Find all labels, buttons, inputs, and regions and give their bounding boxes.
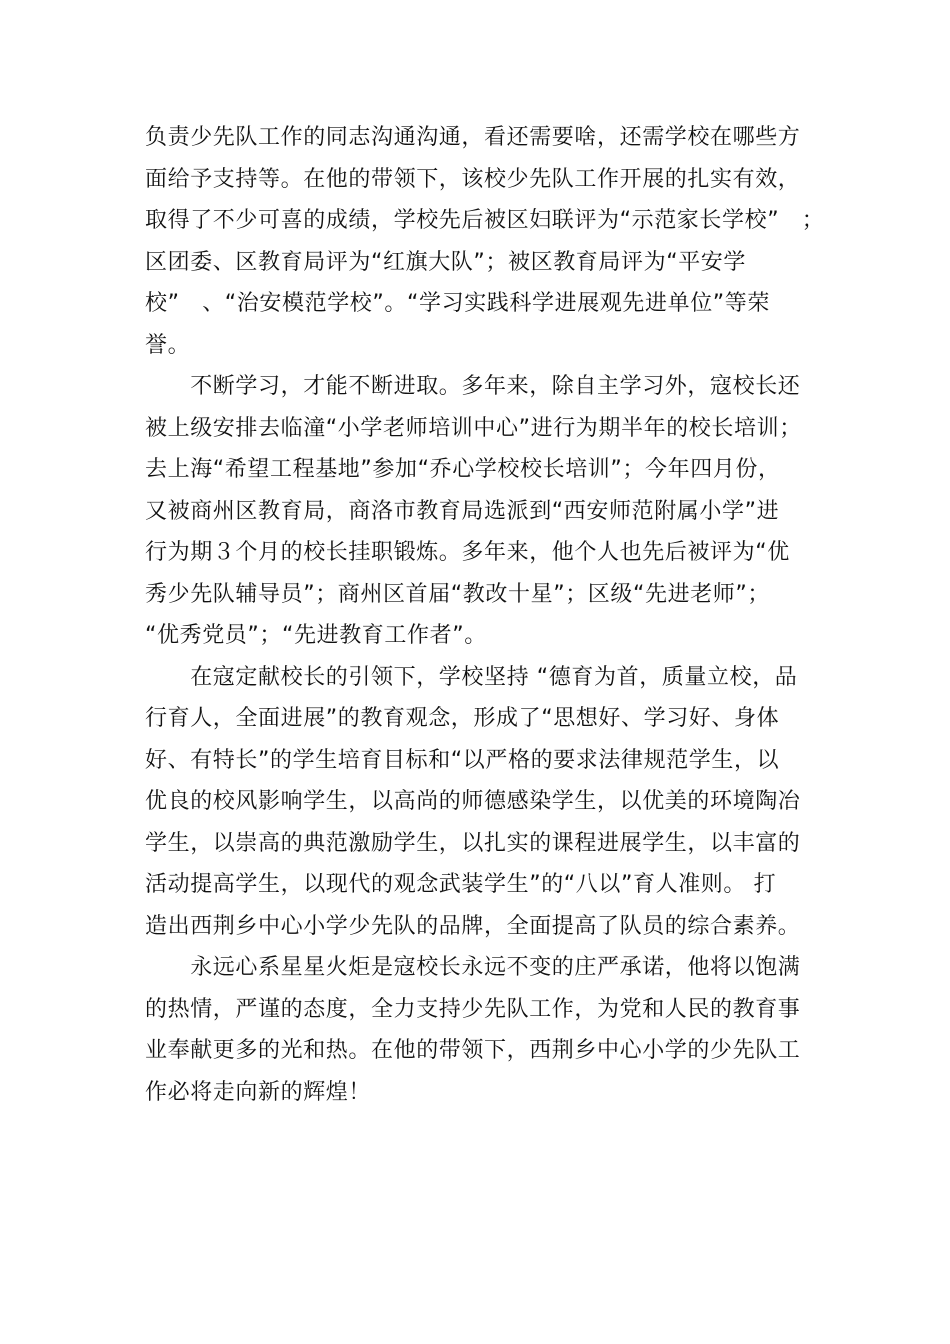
text-line-11: 行为期３个月的校长挂职锻炼。多年来，他个人也先后被评为“优 [145, 540, 790, 565]
text-line-13: “优秀党员”；“先进教育工作者”。 [145, 623, 487, 648]
text-line-23: 业奉献更多的光和热。在他的带领下，西荆乡中心小学的少先队工 [145, 1038, 801, 1063]
text-line-5: 校” 、“治安模范学校”。“学习实践科学进展观先进单位”等荣 [145, 291, 770, 316]
text-line-16: 好、有特长”的学生培育目标和“以严格的要求法律规范学生，以 [145, 747, 780, 773]
text-line-10: 又被商州区教育局，商洛市教育局选派到“西安师范附属小学”进 [145, 498, 780, 524]
text-line-14: 在寇定献校长的引领下，学校坚持 “德育为首，质量立校，品 [145, 664, 798, 690]
text-line-12: 秀少先队辅导员”；商州区首届“教改十星”；区级“先进老师”； [145, 581, 770, 607]
text-line-20: 造出西荆乡中心小学少先队的品牌，全面提高了队员的综合素养。 [145, 913, 801, 939]
text-line-1: 负责少先队工作的同志沟通沟通，看还需要啥，还需学校在哪些方 [145, 125, 801, 150]
text-line-18: 学生，以崇高的典范激励学生，以扎实的课程进展学生，以丰富的 [145, 830, 801, 856]
text-line-21: 永远心系星星火炬是寇校长永远不变的庄严承诺，他将以饱满 [145, 955, 801, 980]
text-line-3: 取得了不少可喜的成绩，学校先后被区妇联评为“示范家长学校” ； [145, 208, 825, 233]
text-line-24: 作必将走向新的辉煌！ [145, 1079, 372, 1105]
text-line-7: 不断学习，才能不断进取。多年来，除自主学习外，寇校长还 [145, 374, 801, 399]
text-line-9: 去上海“希望工程基地”参加“乔心学校校长培训”；今年四月份， [145, 457, 781, 482]
text-line-8: 被上级安排去临潼“小学老师培训中心”进行为期半年的校长培训； [145, 415, 802, 441]
text-line-15: 行育人，全面进展”的教育观念，形成了“思想好、学习好、身体 [145, 706, 780, 731]
text-line-19: 活动提高学生，以现代的观念武装学生”的“八以”育人准则。 打 [145, 872, 777, 897]
text-line-22: 的热情，严谨的态度，全力支持少先队工作，为党和人民的教育事 [145, 996, 801, 1022]
text-line-4: 区团委、区教育局评为“红旗大队”；被区教育局评为“平安学 [145, 249, 746, 275]
text-line-6: 誉。 [145, 332, 191, 358]
text-line-17: 优良的校风影响学生，以高尚的师德感染学生，以优美的环境陶冶 [145, 789, 801, 814]
document-body [145, 117, 825, 1113]
text-line-2: 面给予支持等。在他的带领下，该校少先队工作开展的扎实有效， [145, 166, 801, 192]
